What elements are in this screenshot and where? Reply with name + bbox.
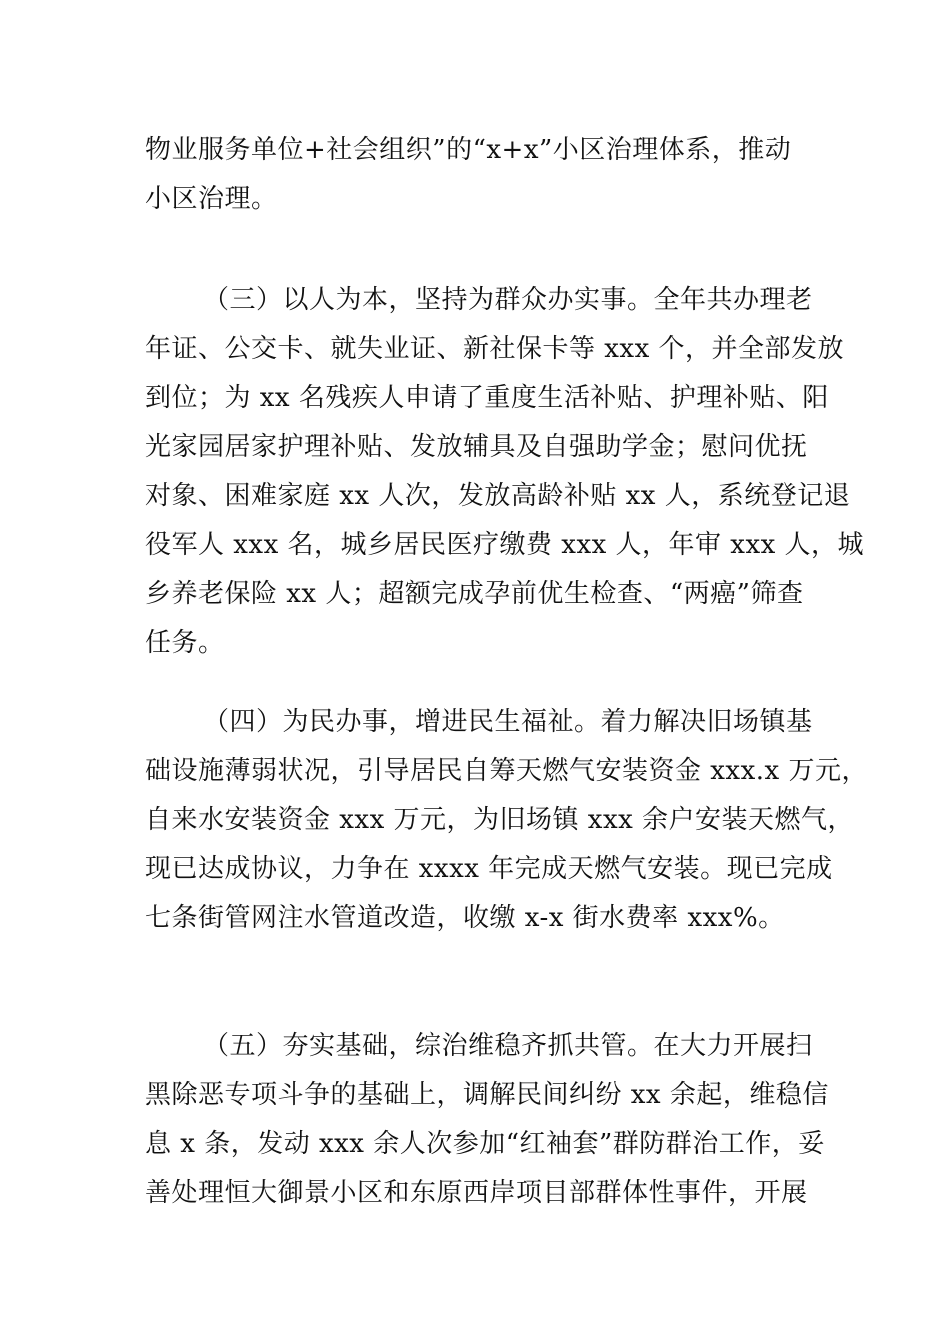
text-line: 任务。 bbox=[145, 628, 225, 658]
text-line: 对象、困难家庭 xx 人次，发放高龄补贴 xx 人，系统登记退 bbox=[145, 481, 851, 511]
text-line: 役军人 xxx 名，城乡居民医疗缴费 xxx 人，年审 xxx 人，城 bbox=[145, 530, 865, 560]
paragraph-community-governance bbox=[145, 126, 815, 224]
text-line: 黑除恶专项斗争的基础上，调解民间纠纷 xx 余起，维稳信 bbox=[145, 1080, 829, 1110]
text-line: 现已达成协议，力争在 xxxx 年完成天燃气安装。现已完成 bbox=[145, 854, 833, 884]
text-line: 础设施薄弱状况，引导居民自筹天燃气安装资金 xxx.x 万元， bbox=[145, 756, 868, 786]
text-line: 到位；为 xx 名残疾人申请了重度生活补贴、护理补贴、阳 bbox=[145, 383, 829, 413]
text-line: 物业服务单位+社会组织”的“x+x”小区治理体系，推动 bbox=[145, 135, 792, 165]
text-line: 乡养老保险 xx 人；超额完成孕前优生检查、“两癌”筛查 bbox=[145, 579, 804, 609]
section-five-heading-line: （五）夯实基础，综治维稳齐抓共管。在大力开展扫 bbox=[203, 1031, 813, 1061]
paragraph-section-three bbox=[145, 276, 865, 668]
text-line: 七条街管网注水管道改造，收缴 x-x 街水费率 xxx%。 bbox=[145, 903, 785, 933]
paragraph-section-five bbox=[145, 1022, 829, 1218]
section-three-heading-line: （三）以人为本，坚持为群众办实事。全年共办理老 bbox=[203, 285, 813, 315]
section-four-heading-line: （四）为民办事，增进民生福祉。着力解决旧场镇基 bbox=[203, 707, 813, 737]
text-line: 善处理恒大御景小区和东原西岸项目部群体性事件，开展 bbox=[145, 1178, 808, 1208]
text-line: 年证、公交卡、就失业证、新社保卡等 xxx 个，并全部发放 bbox=[145, 334, 845, 364]
text-line: 小区治理。 bbox=[145, 184, 278, 214]
text-line: 光家园居家护理补贴、发放辅具及自强助学金；慰问优抚 bbox=[145, 432, 808, 462]
text-line: 息 x 条，发动 xxx 余人次参加“红袖套”群防群治工作，妥 bbox=[145, 1129, 825, 1159]
text-line: 自来水安装资金 xxx 万元，为旧场镇 xxx 余户安装天燃气， bbox=[145, 805, 855, 835]
paragraph-section-four bbox=[145, 698, 868, 943]
